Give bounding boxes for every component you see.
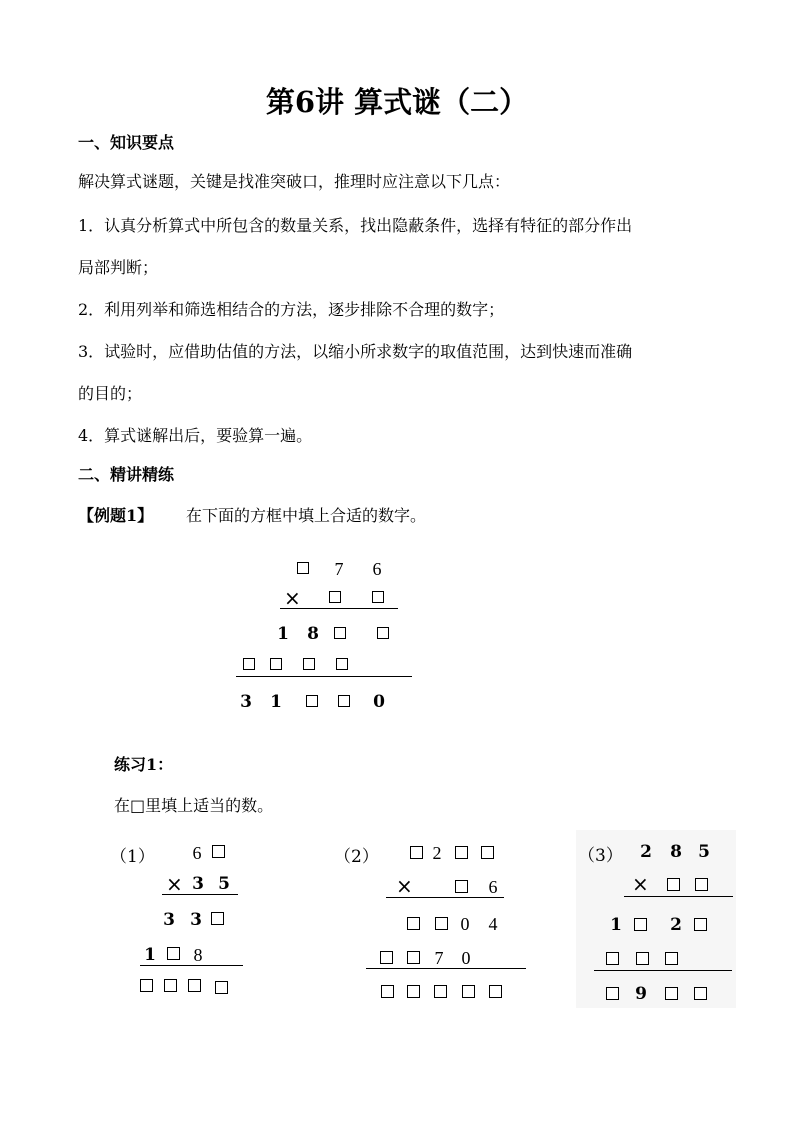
blank-box[interactable] (462, 985, 475, 998)
problem-label: （1） (110, 847, 155, 867)
digit: 2 (640, 842, 652, 862)
blank-box[interactable] (455, 846, 468, 859)
blank-box[interactable] (606, 987, 619, 1000)
page-title: 第6讲 算式谜（二） (265, 85, 529, 119)
exercise-label: 练习1： (114, 755, 174, 774)
blank-box[interactable] (380, 951, 393, 964)
digit: 2 (432, 843, 442, 863)
digit: 4 (488, 914, 498, 934)
rule-line (280, 608, 398, 609)
blank-box[interactable] (306, 695, 318, 707)
rule-line (236, 676, 412, 677)
digit: 1 (610, 915, 622, 935)
multiply-sign: × (166, 872, 183, 896)
digit: 9 (635, 984, 647, 1004)
digit: 1 (144, 945, 156, 965)
digit: 2 (670, 915, 682, 935)
digit: 3 (190, 910, 202, 930)
digit: 5 (698, 842, 710, 862)
blank-box[interactable] (410, 846, 423, 859)
digit: 5 (218, 874, 230, 894)
rule-line (386, 897, 504, 898)
blank-box[interactable] (211, 912, 224, 925)
blank-box[interactable] (606, 952, 619, 965)
section-heading-practice: 二、精讲精练 (78, 465, 175, 484)
blank-box[interactable] (372, 591, 384, 603)
blank-box[interactable] (336, 658, 348, 670)
rule-line (366, 968, 526, 969)
blank-box[interactable] (167, 947, 180, 960)
blank-box[interactable] (270, 658, 282, 670)
blank-box[interactable] (667, 878, 680, 891)
rule-line (594, 970, 732, 971)
blank-box[interactable] (297, 562, 309, 574)
blank-box[interactable] (435, 917, 448, 930)
digit: 6 (488, 877, 498, 897)
exercise-instruction: 在□里填上适当的数。 (114, 796, 274, 815)
digit: 1 (277, 624, 289, 644)
blank-box[interactable] (243, 658, 255, 670)
digit: 3 (240, 692, 252, 712)
blank-box[interactable] (434, 985, 447, 998)
problem-label: （2） (334, 847, 379, 867)
example-label: 【例题1】 (78, 506, 154, 525)
blank-box[interactable] (489, 985, 502, 998)
blank-box[interactable] (188, 979, 201, 992)
digit: 8 (307, 624, 319, 644)
point-2: 2．利用列举和筛选相结合的方法，逐步排除不合理的数字； (78, 300, 505, 319)
blank-box[interactable] (481, 846, 494, 859)
point-1-line-1: 1．认真分析算式中所包含的数量关系，找出隐蔽条件，选择有特征的部分作出 (78, 216, 633, 235)
intro-paragraph: 解决算式谜题，关键是找准突破口，推理时应注意以下几点： (78, 172, 511, 191)
rule-line (162, 894, 238, 895)
problem-label: （3） (578, 846, 623, 866)
digit: 0 (373, 692, 385, 712)
point-4: 4．算式谜解出后，要验算一遍。 (78, 426, 313, 445)
blank-box[interactable] (212, 845, 225, 858)
blank-box[interactable] (338, 695, 350, 707)
multiply-sign: × (284, 586, 301, 610)
blank-box[interactable] (164, 979, 177, 992)
digit: 6 (372, 559, 382, 579)
example-instruction: 在下面的方框中填上合适的数字。 (186, 506, 427, 525)
point-3-line-2: 的目的； (78, 384, 143, 403)
blank-box[interactable] (694, 918, 707, 931)
blank-box[interactable] (455, 880, 468, 893)
rule-line (140, 965, 243, 966)
rule-line (624, 896, 733, 897)
multiply-sign: × (632, 872, 649, 896)
blank-box[interactable] (140, 979, 153, 992)
digit: 8 (670, 842, 682, 862)
blank-box[interactable] (329, 591, 341, 603)
digit: 7 (434, 948, 444, 968)
blank-box[interactable] (695, 878, 708, 891)
blank-box[interactable] (694, 987, 707, 1000)
digit: 8 (193, 945, 203, 965)
blank-box[interactable] (407, 985, 420, 998)
digit: 0 (460, 914, 470, 934)
digit: 3 (163, 910, 175, 930)
section-heading-knowledge: 一、知识要点 (78, 133, 175, 152)
blank-box[interactable] (334, 627, 346, 639)
blank-box[interactable] (381, 985, 394, 998)
blank-box[interactable] (634, 918, 647, 931)
blank-box[interactable] (665, 987, 678, 1000)
digit: 6 (192, 843, 202, 863)
blank-box[interactable] (636, 952, 649, 965)
digit: 0 (461, 948, 471, 968)
point-1-line-2: 局部判断； (78, 258, 159, 277)
digit: 3 (192, 874, 204, 894)
blank-box[interactable] (215, 981, 228, 994)
blank-box[interactable] (377, 627, 389, 639)
digit: 1 (270, 692, 282, 712)
blank-box[interactable] (303, 658, 315, 670)
digit: 7 (334, 559, 344, 579)
blank-box[interactable] (407, 917, 420, 930)
blank-box[interactable] (407, 951, 420, 964)
blank-box[interactable] (665, 952, 678, 965)
multiply-sign: × (396, 874, 413, 898)
point-3-line-1: 3．试验时，应借助估值的方法，以缩小所求数字的取值范围，达到快速而准确 (78, 342, 633, 361)
